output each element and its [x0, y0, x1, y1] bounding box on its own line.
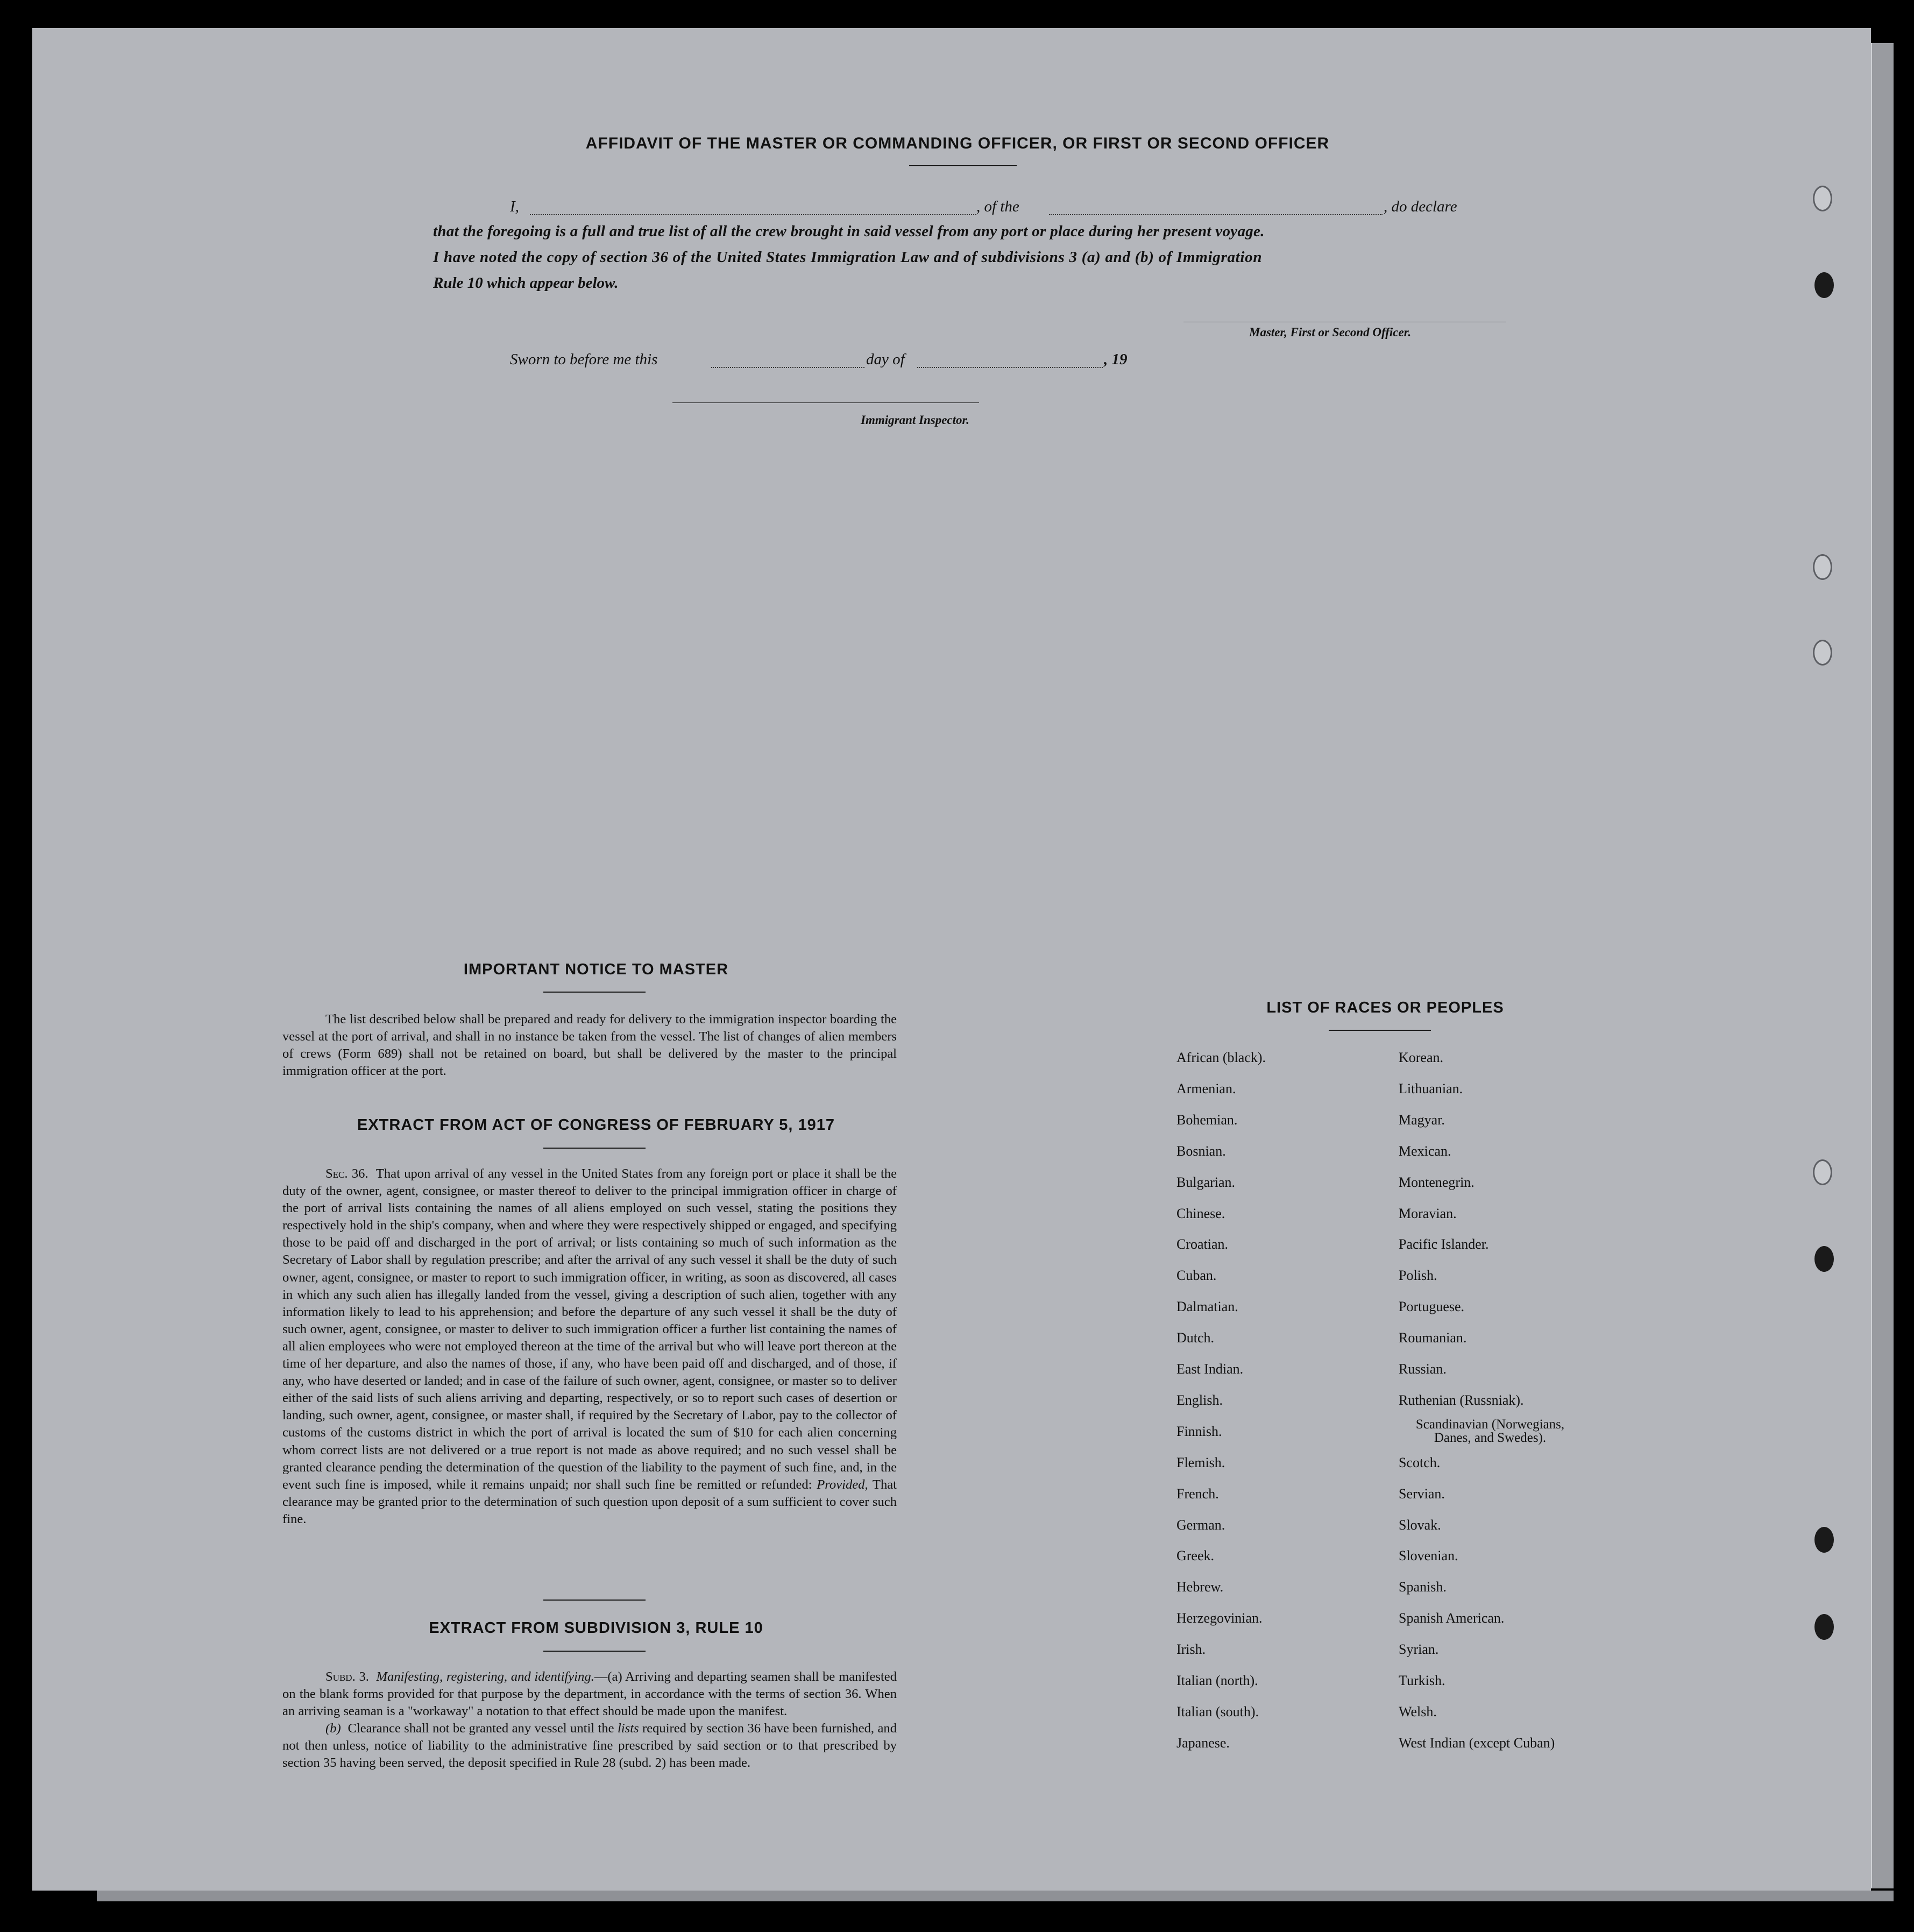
race-item: East Indian. — [1176, 1361, 1244, 1377]
race-item: Irish. — [1176, 1641, 1206, 1658]
race-item: Slovenian. — [1399, 1548, 1458, 1564]
race-item: Dalmatian. — [1176, 1299, 1238, 1315]
under-sheet-edge — [1871, 43, 1894, 1888]
affidavit-line1-start: I, — [510, 198, 519, 215]
sworn-month-blank[interactable] — [917, 367, 1103, 368]
sworn-mid: day of — [866, 351, 905, 368]
race-item: Herzegovinian. — [1176, 1610, 1263, 1626]
race-item: Italian (south). — [1176, 1703, 1259, 1719]
subd-3-b-text-2: required by section 36 have been furnished, and not then unless, notice of liability to the administrative fine prescribed by said section or to that prescribed by section 35 having been served, the deposit specified in Rule 28 (subd. 2) has been made. — [282, 1721, 897, 1771]
affidavit-title-rule — [909, 165, 1017, 166]
race-item: German. — [1176, 1517, 1225, 1533]
race-item: Cuban. — [1176, 1268, 1217, 1284]
sworn-end: , 19 — [1104, 351, 1128, 368]
race-item: Slovak. — [1399, 1517, 1441, 1533]
race-item: Hebrew. — [1176, 1579, 1224, 1595]
master-name-blank[interactable] — [530, 214, 976, 215]
race-item: Croatian. — [1176, 1236, 1229, 1252]
race-item: Turkish. — [1399, 1673, 1445, 1688]
race-item: Magyar. — [1399, 1112, 1445, 1128]
lists-word: lists — [617, 1721, 639, 1736]
punch-hole-icon — [1813, 186, 1832, 211]
race-item: Welsh. — [1399, 1703, 1437, 1719]
race-item: Moravian. — [1399, 1205, 1457, 1221]
race-item: Scandinavian (Norwegians, Danes, and Swedes). — [1415, 1417, 1565, 1445]
signature-label: Master, First or Second Officer. — [1249, 325, 1412, 339]
notice-text — [282, 1011, 897, 1080]
notice-body: The list described below shall be prepared and ready for delivery to the immigration inspector boarding the vessel at the port of arrival, and shall in no instance be taken from the vessel. The list of changes of alien members of crews (Form 689) shall not be retained on board, but shall be delivered by the master to the principal immigration officer at the port. — [282, 1012, 897, 1079]
race-item: Korean. — [1399, 1050, 1444, 1065]
races-title-rule — [1329, 1030, 1431, 1031]
punch-hole-icon — [1813, 1159, 1832, 1185]
punch-hole-icon — [1813, 640, 1832, 666]
affidavit-line3: I have noted the copy of section 36 of the United States Immigration Law and of subdivisions 3 (a) and (b) of Immigration — [433, 249, 1263, 266]
affidavit-title: AFFIDAVIT OF THE MASTER OR COMMANDING OFFICER, OR FIRST OR SECOND OFFICER — [585, 135, 1330, 152]
affidavit-line1-end: , do declare — [1384, 198, 1457, 215]
race-item: Syrian. — [1399, 1641, 1439, 1658]
race-item: Polish. — [1399, 1268, 1437, 1284]
race-item: Flemish. — [1176, 1454, 1225, 1470]
act-extract-text — [282, 1165, 897, 1528]
race-item: Chinese. — [1176, 1205, 1225, 1221]
race-item: Japanese. — [1176, 1735, 1230, 1751]
sec-36-label: Sec. 36. — [325, 1166, 368, 1181]
race-item: Portuguese. — [1399, 1299, 1465, 1315]
race-item: Spanish. — [1399, 1579, 1447, 1595]
punch-hole-icon — [1813, 554, 1832, 580]
race-item: West Indian (except Cuban) — [1399, 1735, 1555, 1751]
affidavit-line1-mid: , of the — [976, 198, 1019, 215]
races-title: LIST OF RACES OR PEOPLES — [1266, 999, 1504, 1016]
act-extract-title: EXTRACT FROM ACT OF CONGRESS OF FEBRUARY 5, 1917 — [357, 1116, 835, 1134]
inspector-signature-blank[interactable] — [672, 402, 979, 403]
race-item: Pacific Islander. — [1399, 1236, 1489, 1252]
race-item: Italian (north). — [1176, 1673, 1258, 1688]
sec-36-body-2: That clearance may be granted prior to the determination of such question upon deposit of a sum sufficient to cover such fine. — [282, 1477, 897, 1526]
sworn-day-blank[interactable] — [711, 367, 864, 368]
race-item: Roumanian. — [1399, 1330, 1467, 1346]
inspector-label: Immigrant Inspector. — [861, 413, 969, 427]
subd-3-a-text: Arriving and departing seamen shall be manifested on the blank forms provided for that purpose by the department, in accordance with the terms of section 36. When an arriving seaman is a "workaway" a notation to that effect should be made upon the manifest. — [282, 1669, 897, 1719]
sworn-start: Sworn to before me this — [510, 351, 658, 368]
provided-word: Provided, — [817, 1477, 868, 1492]
punch-hole-icon — [1814, 1527, 1834, 1553]
race-item: Servian. — [1399, 1485, 1445, 1502]
affidavit-line4: Rule 10 which appear below. — [433, 274, 619, 292]
race-item: Ruthenian (Russniak). — [1399, 1392, 1524, 1408]
race-item: English. — [1176, 1392, 1223, 1408]
race-item: African (black). — [1176, 1050, 1266, 1065]
race-item: Bosnian. — [1176, 1143, 1226, 1159]
race-item: Russian. — [1399, 1361, 1447, 1377]
sec-36-body-1: That upon arrival of any vessel in the United States from any foreign port or place it shall be the duty of the owner, agent, consignee, or master thereof to deliver to the principal immigration officer in charge of the port of arrival lists containing the names of all aliens employed on such vessel, stating the positions they respectively hold in the ship's company, when and where they were respectively shipped or engaged, and specifying those to be paid off and discharged in the port of arrival; or lists containing so much of such information as the Secretary of Labor shall by regulation prescribe; and after the arrival of any such vessel it shall be the duty of such owner, agent, consignee, or master to report to such immigration officer, in writing, as soon as discovered, all cases in which any such alien has illegally landed from the vessel, giving a description of such alien, together with any information likely to lead to his apprehension; and before the departure of any such vessel it shall be the duty of such owner, agent, consignee, or master to deliver to such immigration officer a further list containing the names of all alien employees who were not employed thereon at the time of the arrival but who will leave port thereon at the time of her departure, and also the names of those, if any, who have been paid off and discharged, and of those, if any, who have deserted or landed; and in case of the failure of such owner, agent, consignee, or master so to deliver either of the said lists of such aliens arriving and departing, respectively, or so to report such cases of desertion or landing, such owner, agent, consignee, or master shall, if required by the Secretary of Labor, pay to the collector of customs of the customs district in which the port of arrival is located the sum of $10 for each alien concerning whom correct lists are not delivered or a true report is not made as above required; and no such vessel shall be granted clearance pending the determination of the question of the liability to the payment of such fine, and, in the event such fine is imposed, while it remains unpaid; nor shall such fine be remitted or refunded: — [282, 1166, 897, 1492]
bottom-sheet-edge — [97, 1891, 1894, 1901]
vessel-name-blank[interactable] — [1049, 214, 1383, 215]
act-extract-end-rule — [543, 1600, 646, 1601]
rule-extract-text — [282, 1668, 897, 1772]
subd-3-b-label: (b) — [325, 1721, 341, 1736]
subd-3-label: Subd. 3. — [325, 1669, 369, 1684]
punch-hole-icon — [1814, 1246, 1834, 1272]
subd-3-heading: Manifesting, registering, and identifying. — [376, 1669, 594, 1684]
race-item: Montenegrin. — [1399, 1174, 1475, 1190]
subd-3-b-text-1: Clearance shall not be granted any vessel until the — [348, 1721, 614, 1736]
race-item: Spanish American. — [1399, 1610, 1505, 1626]
race-item: Dutch. — [1176, 1330, 1215, 1346]
race-item: Scotch. — [1399, 1454, 1441, 1470]
race-item: Armenian. — [1176, 1080, 1236, 1096]
notice-title: IMPORTANT NOTICE TO MASTER — [463, 961, 729, 978]
act-extract-title-rule — [543, 1148, 646, 1149]
race-item: Mexican. — [1399, 1143, 1451, 1159]
notice-title-rule — [543, 992, 646, 993]
punch-hole-icon — [1814, 272, 1834, 298]
race-item: Greek. — [1176, 1548, 1215, 1564]
race-item: Finnish. — [1176, 1423, 1222, 1439]
race-item: Bulgarian. — [1176, 1174, 1236, 1190]
rule-extract-title-rule — [543, 1651, 646, 1652]
affidavit-line2: that the foregoing is a full and true list of all the crew brought in said vessel from any port or place during her present voyage. — [433, 223, 1265, 240]
race-item: Bohemian. — [1176, 1112, 1238, 1128]
race-item: French. — [1176, 1485, 1219, 1502]
punch-hole-icon — [1814, 1614, 1834, 1640]
race-item: Lithuanian. — [1399, 1080, 1463, 1096]
document-sheet — [32, 28, 1871, 1891]
rule-extract-title: EXTRACT FROM SUBDIVISION 3, RULE 10 — [429, 1619, 763, 1637]
subd-3-a-label: —(a) — [594, 1669, 622, 1684]
